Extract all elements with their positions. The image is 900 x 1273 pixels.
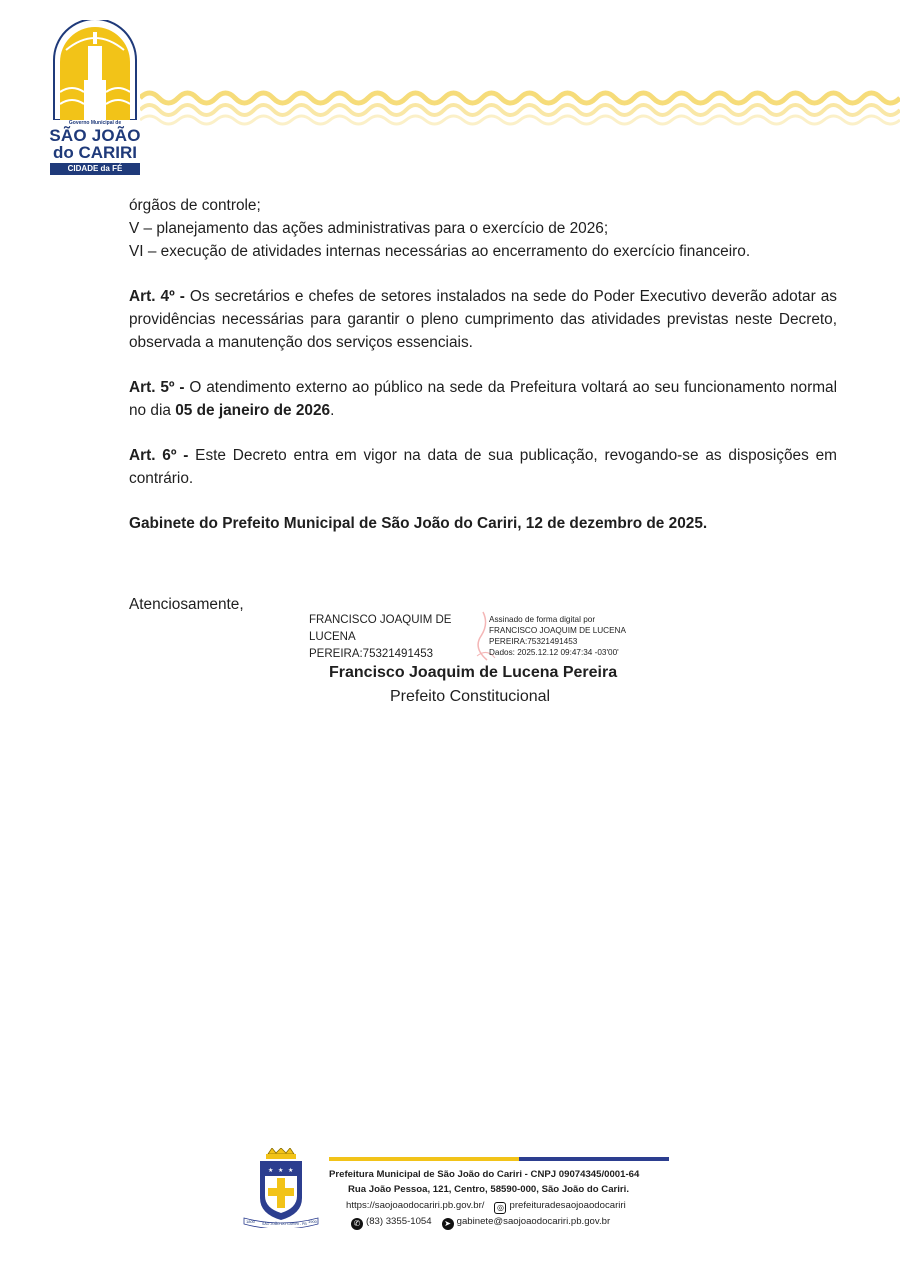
article-5: Art. 5º - O atendimento externo ao público na sede da Prefeitura voltará ao seu funcionamento normal no dia 05 de janeiro de 2026. [129,379,837,419]
signer-role: Prefeito Constitucional [390,688,551,705]
document-body [129,194,837,535]
text-line: órgãos de controle; [129,197,261,214]
logo-subtitle: Governo Municipal de [68,120,122,126]
svg-text:★: ★ [278,1168,284,1174]
article-5-date: 05 de janeiro de 2026 [175,402,331,419]
footer-phone[interactable]: (83) 3355-1054 [366,1216,432,1227]
item-v: V – planejamento das ações administrativas para o exercício de 2026; [129,220,609,237]
article-6 [129,444,837,490]
item-vi: VI – execução de atividades internas necessárias ao encerramento do exercício financeiro. [129,243,751,260]
svg-text:★: ★ [268,1168,274,1174]
footer-address: Rua João Pessoa, 121, Centro, 58590-000, São João do Cariri. [348,1184,630,1195]
logo-band: CIDADE da FÉ [50,163,140,175]
article-6-label: Art. 6º - [129,447,189,464]
signer-name: Francisco Joaquim de Lucena Pereira [329,664,618,681]
footer-color-bar [329,1157,669,1161]
decorative-waves [140,88,900,128]
digital-signature-info: Assinado de forma digital por FRANCISCO JOAQUIM DE LUCENA PEREIRA:75321491453 Dados: 2025.12.12 09:47:34 -03'00' [489,615,626,657]
certificate-name: FRANCISCO JOAQUIM DE LUCENA PEREIRA:75321491453 [309,614,452,660]
svg-text:★: ★ [288,1168,294,1174]
crest-banner: SÃO JOÃO DO CARIRI - PB [262,1222,307,1226]
crest-year-left: 1800 [246,1219,255,1224]
closing: Atenciosamente, [129,596,244,613]
article-6-text: Este Decreto entra em vigor na data de sua publicação, revogando-se as disposições em contrário. [129,447,837,487]
footer-email[interactable]: gabinete@saojoaodocariri.pb.gov.br [456,1216,611,1227]
municipal-logo [48,20,142,172]
article-4 [129,285,837,354]
phone-icon: ✆ [351,1218,363,1230]
footer-instagram[interactable]: prefeituradesaojoaodocariri [509,1200,626,1211]
footer-contacts [346,1200,626,1214]
gabinete-line: Gabinete do Prefeito Municipal de São João do Cariri, 12 de dezembro de 2025. [129,515,708,532]
send-icon: ➤ [442,1218,454,1230]
footer-phone-email [351,1216,610,1230]
page-footer [238,1148,678,1238]
signature-block [129,594,837,714]
footer-website[interactable]: https://saojoaodocariri.pb.gov.br/ [346,1200,485,1211]
logo-title-line1: SÃO JOÃO [49,126,141,145]
crest-year-right: 1900 [308,1219,317,1224]
coat-of-arms-icon [238,1148,324,1228]
article-4-text: Os secretários e chefes de setores instalados na sede do Poder Executivo deverão adotar as providências necessárias para garantir o pleno cumprimento das atividades previstas neste Decreto, observada a manutenção dos serviços essenciais. [129,288,837,351]
article-5-text: O atendimento externo ao público na sede da Prefeitura voltará ao seu funcionamento normal no dia [129,379,837,419]
instagram-icon: ◎ [494,1202,506,1214]
page-header [0,0,900,180]
article-4-label: Art. 4º - [129,288,185,305]
church-arch-icon [50,20,140,120]
article-5-label: Art. 5º - [129,379,185,396]
footer-cnpj: Prefeitura Municipal de São João do Cariri - CNPJ 09074345/0001-64 [329,1169,640,1180]
logo-title-line2: do CARIRI [52,143,138,162]
